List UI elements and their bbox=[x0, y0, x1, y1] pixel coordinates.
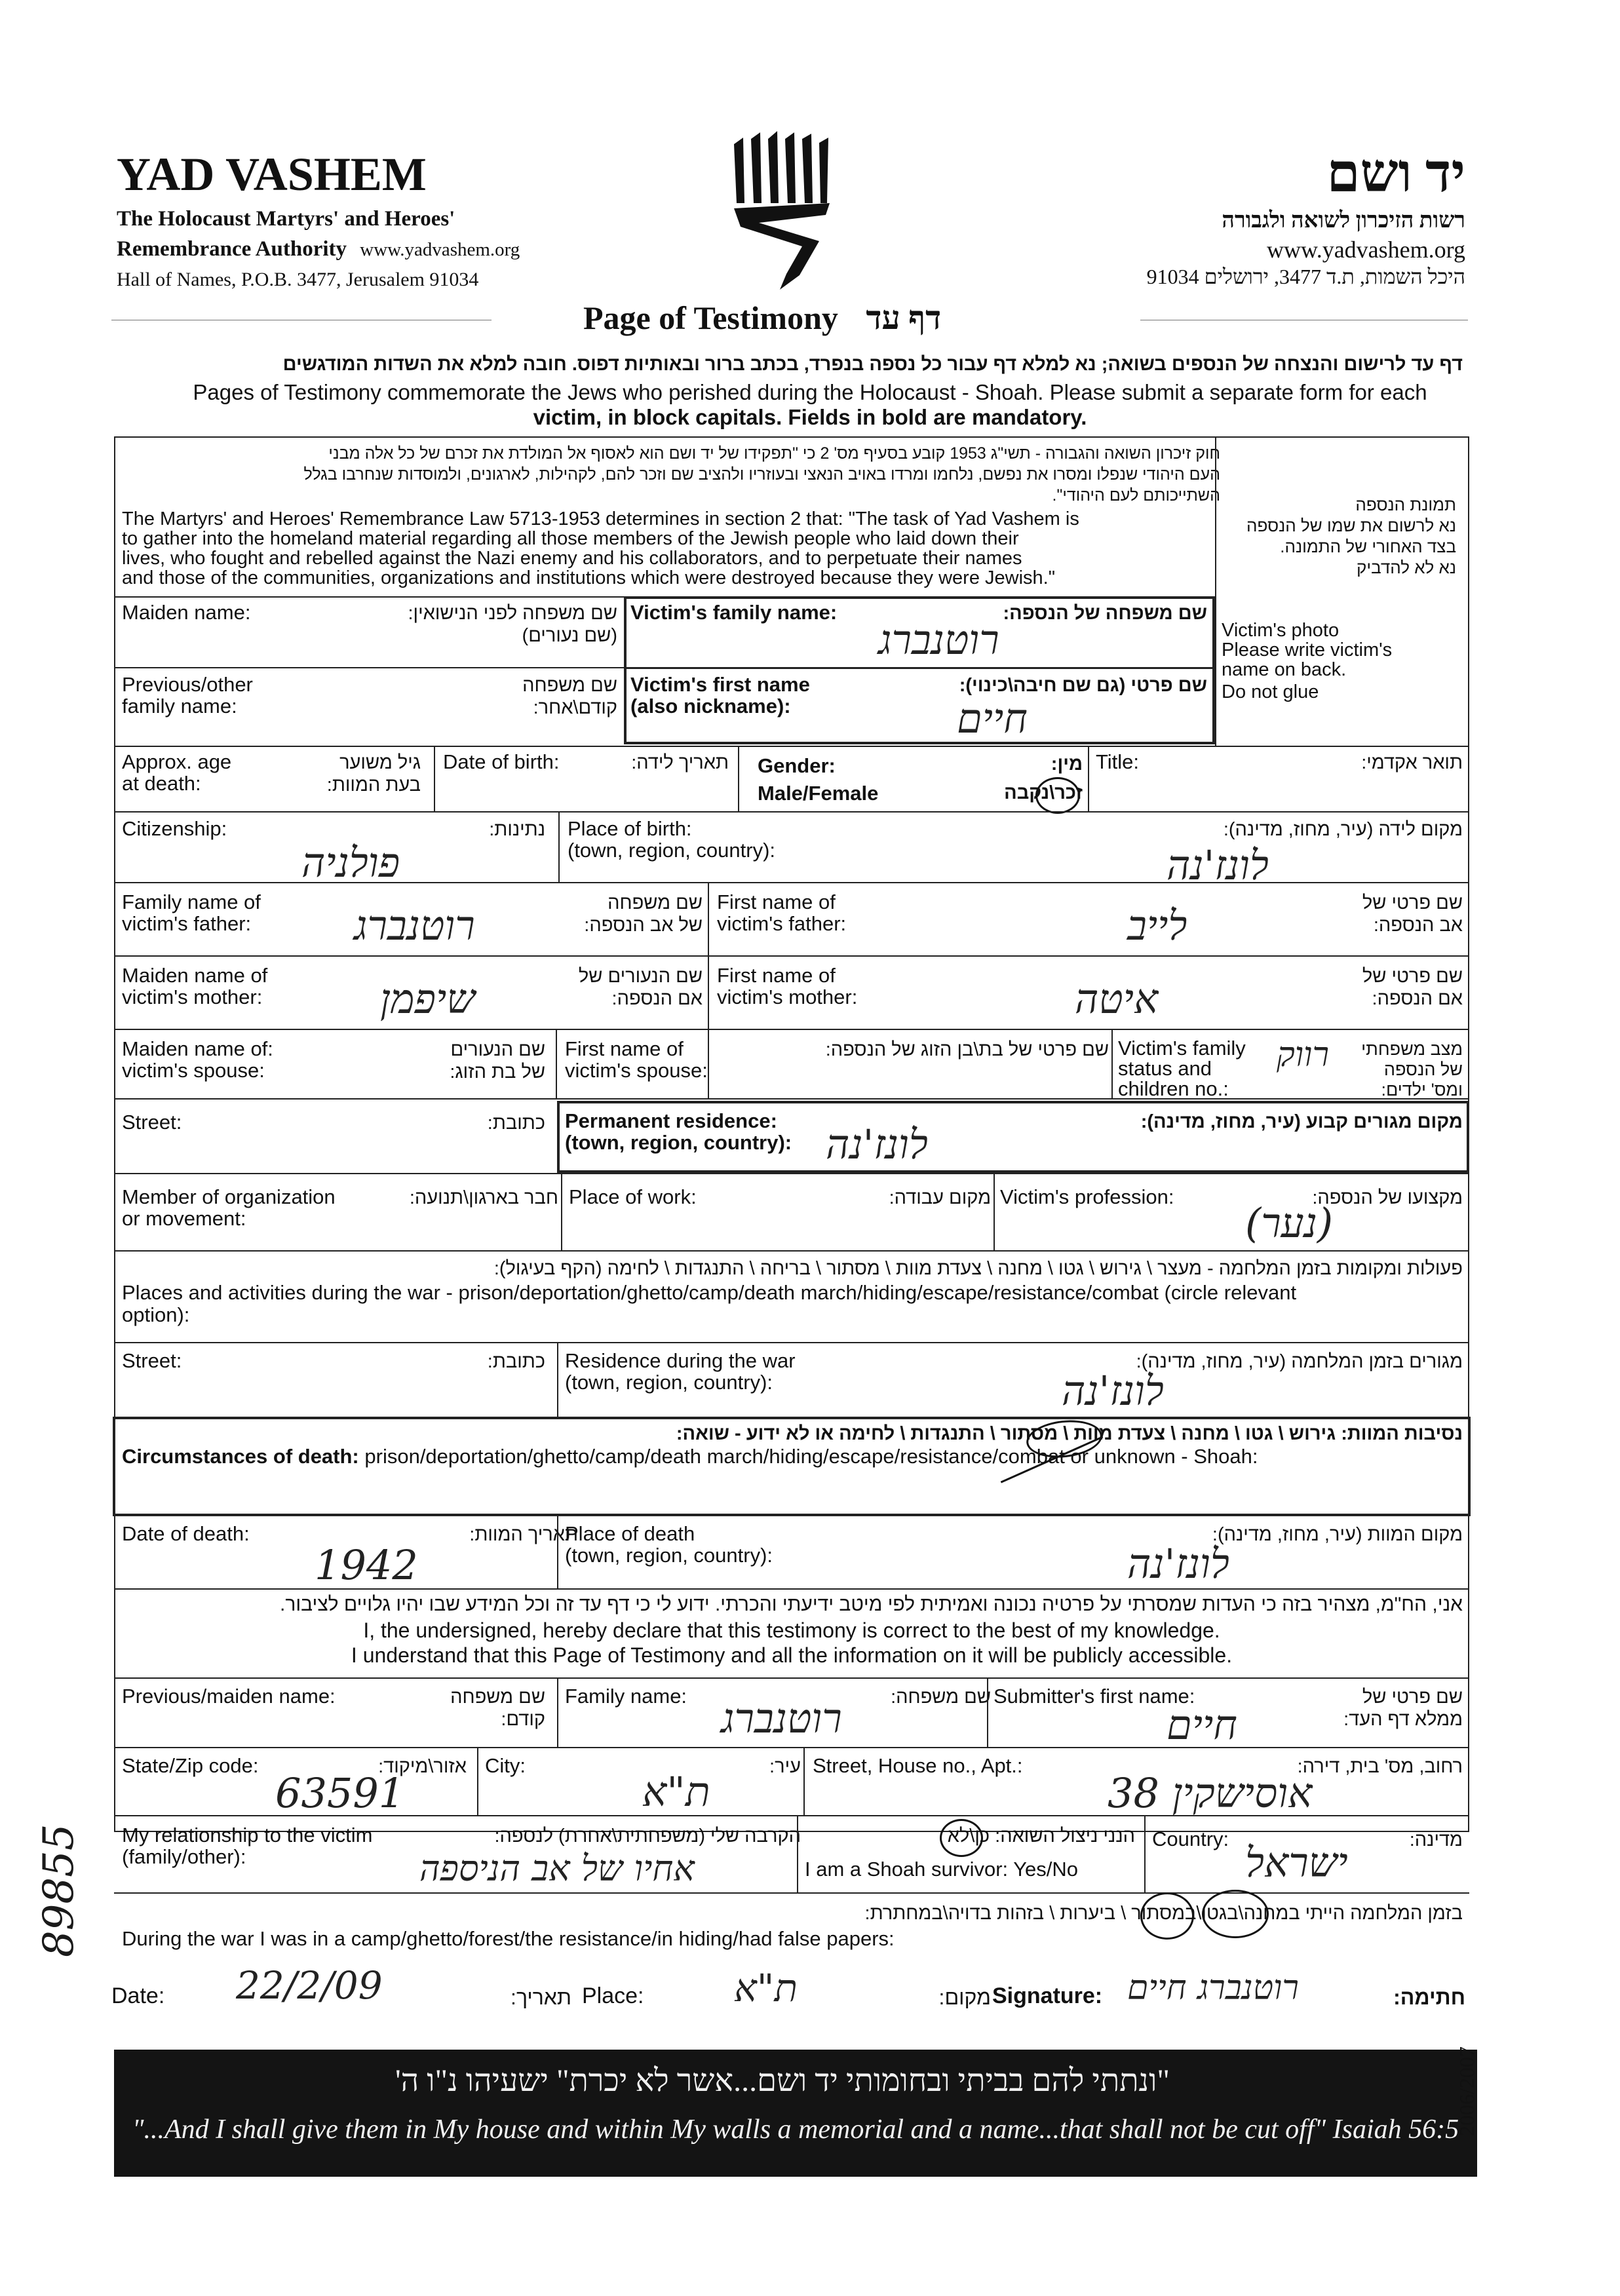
submitter-first-label: Submitter's first name: bbox=[993, 1685, 1195, 1708]
mother-maiden-label-2: victim's mother: bbox=[122, 985, 263, 1008]
organization-label-1: Member of organization bbox=[122, 1185, 336, 1208]
prev-name-label-1: Previous/other bbox=[122, 673, 253, 696]
col-org-work bbox=[561, 1173, 562, 1250]
spouse-maiden-label-he-2: של בת הזוג: bbox=[450, 1062, 545, 1082]
photo-he-3: בצד האחורי של התמונה. bbox=[1280, 537, 1456, 556]
dob-label-he: תאריך לידה: bbox=[631, 752, 729, 773]
org-name-en: YAD VASHEM bbox=[117, 148, 427, 201]
camp-circle-mark-1 bbox=[1140, 1892, 1194, 1940]
spouse-maiden-label bbox=[122, 1038, 273, 1081]
gender-label-he-1: מין: bbox=[1051, 754, 1083, 775]
mother-first-label-1: First name of bbox=[717, 964, 836, 987]
relationship-label-2: (family/other): bbox=[122, 1845, 246, 1868]
age-label-1: Approx. age bbox=[122, 750, 232, 773]
row-line-7 bbox=[114, 1029, 1469, 1030]
dob-label: Date of birth: bbox=[443, 750, 560, 773]
col-rel bbox=[797, 1815, 798, 1892]
permanent-res-label-2: (town, region, country): bbox=[565, 1131, 792, 1154]
gender-circle-mark bbox=[1035, 777, 1080, 814]
signature-label-he: חתימה: bbox=[1393, 1985, 1465, 2009]
row-line-13 bbox=[114, 1677, 1469, 1679]
country-label: Country: bbox=[1152, 1827, 1229, 1850]
mother-maiden-label-he-2: אם הנספה: bbox=[611, 988, 703, 1009]
photo-he-1: תמונת הנספה bbox=[1355, 495, 1456, 514]
death-date-label: Date of death: bbox=[122, 1522, 250, 1545]
spouse-first-label-he: שם פרטי של בת\בן הזוג של הנספה: bbox=[825, 1039, 1109, 1060]
col-survivor bbox=[1144, 1815, 1146, 1892]
submitter-prev-label-he-2: קודם: bbox=[501, 1709, 545, 1730]
citizenship-value[interactable]: פולניה bbox=[301, 839, 400, 887]
footer-quote-he: "ונתתי להם בביתי ובחומותי יד ושם...אשר לא יכרת" ישעיהו נ"ו ה' bbox=[395, 2063, 1170, 2098]
father-first-label-1: First name of bbox=[717, 890, 836, 913]
law-en-3: lives, who fought and rebelled against the Nazi enemy and his collaborators, and to perpetuate their names bbox=[122, 548, 1022, 569]
submitter-family-label: Family name: bbox=[565, 1685, 687, 1708]
family-status-label-he-3: ומס' ילדים: bbox=[1381, 1080, 1463, 1100]
age-label-he-2: בעת המוות: bbox=[326, 775, 421, 795]
activities-label-1: Places and activities during the war - prison/deportation/ghetto/camp/death march/hiding/escape/resistance/combat (circle relevant bbox=[122, 1281, 1297, 1304]
father-family-label-he-1: שם משפחה bbox=[608, 892, 703, 913]
declaration-en-1: I, the undersigned, hereby declare that this testimony is correct to the best of my knowledge. bbox=[363, 1618, 1220, 1642]
mother-first-label-he-1: שם פרטי של bbox=[1362, 966, 1463, 987]
street-label-he: כתובת: bbox=[487, 1113, 545, 1134]
profession-label: Victim's profession: bbox=[1000, 1185, 1174, 1208]
street2-label: Street: bbox=[122, 1349, 182, 1372]
mother-maiden-label bbox=[122, 965, 267, 1008]
website-he: www.yadvashem.org bbox=[1267, 237, 1465, 263]
work-label-he: מקום עבודה: bbox=[889, 1187, 991, 1208]
circumstances-label-bold: Circumstances of death: bbox=[122, 1445, 359, 1468]
date-value[interactable]: 22/2/09 bbox=[236, 1963, 383, 2008]
street-address-label: Street, House no., Apt.: bbox=[813, 1754, 1023, 1777]
citizenship-label-he: נתינות: bbox=[489, 819, 545, 840]
relationship-value[interactable]: אחיו של אב הניספה bbox=[419, 1848, 695, 1889]
law-en-1: The Martyrs' and Heroes' Remembrance Law 5713-1953 determines in section 2 that: "The task of Yad Vashem is bbox=[122, 508, 1079, 529]
col-dob-gender bbox=[738, 746, 739, 811]
page-title bbox=[583, 299, 941, 337]
war-res-label-he: מגורים בזמן המלחמה (עיר, מחוז, מדינה): bbox=[1136, 1351, 1463, 1372]
row-line-14 bbox=[114, 1747, 1469, 1748]
address-he: היכל השמות, ת.ד 3477, ירושלים 91034 bbox=[1146, 265, 1465, 288]
submitter-first-label-he-2: ממלא דף העד: bbox=[1343, 1709, 1463, 1730]
circumstances-label-options: prison/deportation/ghetto/camp/death march/hiding/escape/resistance/combat or unknown - Shoah: bbox=[364, 1445, 1258, 1468]
father-first-label bbox=[717, 891, 846, 934]
country-label-he: מדינה: bbox=[1409, 1829, 1463, 1850]
pob-value[interactable]: לונז'נה bbox=[1167, 841, 1269, 889]
father-first-label-he-1: שם פרטי של bbox=[1362, 892, 1463, 913]
family-status-label-1: Victim's family bbox=[1118, 1037, 1246, 1060]
gender-label-2: Male/Female bbox=[758, 782, 879, 805]
organization-label-2: or movement: bbox=[122, 1207, 246, 1230]
death-place-label bbox=[565, 1523, 773, 1566]
survivor-label-he: הנני ניצול השואה: כן\לא bbox=[947, 1826, 1135, 1846]
maiden-name-label: Maiden name: bbox=[122, 601, 251, 624]
family-status-value[interactable]: רווק bbox=[1277, 1035, 1329, 1075]
mother-first-label bbox=[717, 965, 857, 1008]
street-address-label-he: רחוב, מס' בית, דירה: bbox=[1297, 1756, 1463, 1777]
survivor-label: I am a Shoah survivor: Yes/No bbox=[805, 1858, 1079, 1881]
relationship-label bbox=[122, 1824, 372, 1867]
family-name-label-he: שם משפחה של הנספה: bbox=[1003, 603, 1207, 624]
mother-maiden-label-1: Maiden name of bbox=[122, 964, 268, 987]
date-label: Date: bbox=[111, 1983, 165, 2008]
war-res-value[interactable]: לונז'נה bbox=[1062, 1367, 1164, 1415]
permanent-res-label-1: Permanent residence: bbox=[565, 1109, 777, 1132]
form-year: 2006/2007 bbox=[1455, 2046, 1478, 2136]
col-city bbox=[803, 1747, 805, 1815]
photo-en-2: Please write victim's bbox=[1222, 640, 1393, 660]
father-first-label-he-2: אב הנספה: bbox=[1373, 915, 1463, 936]
first-name-label bbox=[630, 674, 810, 717]
row-line-4 bbox=[114, 811, 1469, 813]
profession-label-he: מקצועו של הנספה: bbox=[1312, 1187, 1463, 1208]
col-cit-pob bbox=[558, 811, 560, 882]
street-label: Street: bbox=[122, 1111, 182, 1134]
permanent-res-label-he: מקום מגורים קבוע (עיר, מחוז, מדינה): bbox=[1140, 1111, 1463, 1132]
mother-first-label-he-2: אם הנספה: bbox=[1372, 988, 1463, 1009]
camp-label: During the war I was in a camp/ghetto/forest/the resistance/in hiding/had false papers: bbox=[122, 1927, 895, 1950]
signature-label: Signature: bbox=[992, 1983, 1103, 2008]
organization-label-he: חבר בארגון\תנועה: bbox=[409, 1187, 558, 1208]
submitter-prev-label-he-1: שם משפחה bbox=[450, 1687, 545, 1708]
law-en-2: to gather into the homeland material regarding all those members of the Jewish people who laid down their bbox=[122, 528, 1019, 549]
col-family-status bbox=[1111, 1029, 1113, 1098]
permanent-res-label bbox=[565, 1110, 792, 1153]
camp-label-he: בזמן המלחמה הייתי במחנה\בגטו\במסתור \ ביערות \ בזהות בדויה\במחתרת: bbox=[864, 1903, 1463, 1924]
col-father bbox=[708, 882, 709, 1098]
profession-value[interactable]: (נער) bbox=[1245, 1199, 1334, 1247]
address-en: Hall of Names, P.O.B. 3477, Jerusalem 91034 bbox=[117, 269, 479, 290]
work-label: Place of work: bbox=[569, 1185, 697, 1208]
survivor-circle-mark bbox=[940, 1819, 983, 1857]
row-line-9 bbox=[114, 1173, 1469, 1174]
father-family-label-1: Family name of bbox=[122, 890, 261, 913]
family-status-label-he-2: של הנספה bbox=[1383, 1060, 1463, 1079]
age-label-he-1: גיל משוער bbox=[339, 752, 421, 773]
war-res-label-1: Residence during the war bbox=[565, 1349, 796, 1372]
father-family-label bbox=[122, 891, 261, 934]
country-value[interactable]: ישראל bbox=[1245, 1839, 1348, 1886]
margin-number: 89855 bbox=[35, 1824, 83, 1957]
spouse-first-label-2: victim's spouse: bbox=[565, 1059, 708, 1082]
street2-label-he: כתובת: bbox=[487, 1351, 545, 1372]
mother-maiden-value[interactable]: שיפמן bbox=[380, 975, 476, 1023]
col-sub-2 bbox=[987, 1677, 988, 1747]
family-name-label: Victim's family name: bbox=[630, 601, 838, 624]
row-line-6 bbox=[114, 955, 1469, 957]
family-status-label bbox=[1118, 1038, 1246, 1099]
submitter-family-value[interactable]: רוטנברג bbox=[721, 1694, 842, 1742]
authority-line-1: The Holocaust Martyrs' and Heroes' bbox=[117, 207, 455, 231]
submitter-first-label-he-1: שם פרטי של bbox=[1362, 1687, 1463, 1708]
father-family-value[interactable]: רוטנברג bbox=[354, 902, 475, 949]
gender-label-1: Gender: bbox=[758, 754, 836, 777]
family-name-value[interactable]: רוטנברג bbox=[878, 616, 999, 664]
signature-value[interactable]: רוטנברג חיים bbox=[1127, 1968, 1299, 2008]
city-label-he: עיר: bbox=[769, 1756, 801, 1777]
footer-quote-en: "...And I shall give them in My house and within My walls a memorial and a name...that shall not be cut off" Isaiah 56:5 bbox=[132, 2114, 1459, 2145]
family-status-label-2: status and bbox=[1118, 1057, 1212, 1080]
father-family-label-2: victim's father: bbox=[122, 912, 252, 935]
age-label-2: at death: bbox=[122, 772, 201, 795]
photo-en-4: Do not glue bbox=[1222, 681, 1319, 702]
law-he-2: העם היהודי שנפלו ומסרו את נפשם, נלחמו ומרדו באויב הנאצי ובעוזריו ולהציב שם וזכר להם, לקהילות, לארגונים, ולמוסדות שנחרבו בגלל bbox=[303, 465, 1220, 484]
circumstances-label-he: נסיבות המוות: גירוש \ גטו \ מחנה \ צעדת מוות \ מסתור \ התנגדות \ לחימה או לא ידוע - שואה: bbox=[676, 1423, 1463, 1444]
death-date-label-he: תאריך המוות: bbox=[469, 1524, 578, 1545]
yad-vashem-logo-icon bbox=[721, 124, 845, 295]
photo-divider bbox=[1215, 436, 1216, 746]
row-line-2 bbox=[114, 667, 624, 668]
submitter-prev-label: Previous/maiden name: bbox=[122, 1685, 336, 1708]
authority-name: Remembrance Authority bbox=[117, 237, 347, 261]
spouse-first-label bbox=[565, 1038, 708, 1081]
organization-label bbox=[122, 1186, 336, 1229]
family-status-label-he-1: מצב משפחתי bbox=[1361, 1039, 1463, 1059]
date-label-he: תאריך: bbox=[511, 1985, 571, 2009]
row-line-12 bbox=[114, 1588, 1469, 1590]
gender-label-he-2: זכר\נקבה bbox=[1004, 782, 1083, 803]
mother-first-value[interactable]: איטה bbox=[1075, 975, 1159, 1023]
father-first-label-2: victim's father: bbox=[717, 912, 847, 935]
pob-label bbox=[568, 818, 775, 861]
gender-label bbox=[758, 752, 878, 807]
submitter-first-value[interactable]: חיים bbox=[1167, 1701, 1237, 1749]
declaration-he: אני, הח"מ, מצהיר בזה כי העדות שמסרתי על פרטיה נכונה ואמיתית לפי מיטב ידיעתי והכרתי. ידוע לי כי דף עד זה וכל המידע שבו יהיו גלויים לציבור. bbox=[280, 1594, 1463, 1615]
website-en: www.yadvashem.org bbox=[360, 239, 520, 260]
maiden-name-label-he-2: (שם נעורים) bbox=[522, 625, 617, 646]
maiden-name-label-he: שם משפחה לפני הנישואין: bbox=[408, 603, 617, 624]
zip-label-he: אזור\מיקוד: bbox=[378, 1756, 467, 1777]
pob-label-1: Place of birth: bbox=[568, 817, 692, 840]
spouse-first-label-1: First name of bbox=[565, 1037, 684, 1060]
zip-value[interactable]: 63591 bbox=[275, 1769, 405, 1817]
col-death bbox=[557, 1516, 558, 1588]
father-first-value[interactable]: לייב bbox=[1127, 902, 1187, 949]
first-name-value[interactable]: חיים bbox=[957, 695, 1028, 742]
page-title-en: Page of Testimony bbox=[583, 299, 838, 336]
permanent-res-value[interactable]: לונז'נה bbox=[826, 1120, 928, 1168]
prev-name-label-he-2: קודם\אחר: bbox=[533, 697, 617, 718]
prev-name-label-he-1: שם משפחה bbox=[522, 675, 617, 696]
law-he-3: השתייכותם לעם היהודי". bbox=[1052, 486, 1220, 505]
mother-maiden-label-he-1: שם הנעורים של bbox=[578, 966, 703, 987]
death-place-label-he: מקום המוות (עיר, מחוז, מדינה): bbox=[1212, 1524, 1463, 1545]
zip-label: State/Zip code: bbox=[122, 1754, 259, 1777]
spouse-maiden-label-1: Maiden name of: bbox=[122, 1037, 273, 1060]
col-age-dob bbox=[434, 746, 435, 811]
row-line-11 bbox=[114, 1342, 1469, 1343]
war-res-label-2: (town, region, country): bbox=[565, 1371, 773, 1394]
declaration-en-2: I understand that this Page of Testimony and all the information on it will be publicly accessible. bbox=[351, 1643, 1233, 1667]
family-status-label-3: children no.: bbox=[1118, 1077, 1229, 1100]
place-label: Place: bbox=[582, 1983, 644, 2008]
first-name-label-2: (also nickname): bbox=[630, 695, 791, 718]
death-place-value[interactable]: לונז'נה bbox=[1127, 1540, 1229, 1588]
camp-circle-mark-2 bbox=[1202, 1890, 1269, 1938]
photo-en-1: Victim's photo bbox=[1222, 620, 1340, 641]
photo-he-4: נא לא להדביק bbox=[1356, 558, 1456, 577]
war-res-label bbox=[565, 1350, 796, 1393]
death-date-value[interactable]: 1942 bbox=[315, 1541, 418, 1589]
spouse-maiden-label-2: victim's spouse: bbox=[122, 1059, 265, 1082]
age-label bbox=[122, 751, 231, 794]
row-line-3 bbox=[114, 746, 1469, 747]
first-name-label-1: Victim's first name bbox=[630, 673, 810, 696]
col-street2 bbox=[557, 1342, 558, 1417]
row-line-16 bbox=[114, 1892, 1469, 1894]
relationship-label-he: הקרבה שלי (משפחתית\אחרת) לנספה: bbox=[494, 1826, 801, 1846]
col-zip bbox=[477, 1747, 478, 1815]
intro-en-1: Pages of Testimony commemorate the Jews who perished during the Holocaust - Shoah. Please submit a separate form for each bbox=[193, 380, 1427, 404]
intro-he: דף עד לרישום והנצחה של הנספים בשואה; נא למלא דף עבור כל נספה בנפרד, בכתב ברור ובאותיות דפוס. חובה למלא את השדות המודגשים bbox=[282, 354, 1463, 375]
photo-he-2: נא לרשום את שמו של הנספה bbox=[1246, 516, 1456, 535]
prev-name-label bbox=[122, 674, 253, 717]
place-label-he: מקום: bbox=[938, 1985, 991, 2009]
title-label-he: תואר אקדמי: bbox=[1361, 752, 1463, 773]
victim-name-box-divider bbox=[624, 667, 1215, 669]
intro-en-2: victim, in block capitals. Fields in bold are mandatory. bbox=[533, 405, 1087, 429]
father-family-label-he-2: של אב הנספה: bbox=[584, 915, 703, 936]
relationship-label-1: My relationship to the victim bbox=[122, 1824, 373, 1846]
pob-label-he: מקום לידה (עיר, מחוז, מדינה): bbox=[1223, 819, 1463, 840]
title-label: Title: bbox=[1096, 750, 1140, 773]
authority-line-2 bbox=[117, 237, 520, 261]
city-value[interactable]: ת"א bbox=[642, 1768, 710, 1816]
death-place-label-1: Place of death bbox=[565, 1522, 695, 1545]
col-work-prof bbox=[993, 1173, 995, 1250]
authority-he: רשות הזיכרון לשואה ולגבורה bbox=[1222, 208, 1465, 233]
activities-label-he: פעולות ומקומות בזמן המלחמה - מעצר \ גירוש \ גטו \ מחנה \ צעדת מוות \ מסתור \ בריחה \ התנגדות \ לחימה (הקף בעיגול): bbox=[493, 1258, 1463, 1279]
first-name-label-he: שם פרטי (גם שם חיבה\כינוי): bbox=[959, 675, 1207, 696]
death-place-label-2: (town, region, country): bbox=[565, 1544, 773, 1567]
org-name-he: יד ושם bbox=[1326, 144, 1465, 203]
col-spouse bbox=[556, 1029, 557, 1098]
law-en-4: and those of the communities, organizations and institutions which were destroyed because they were Jewish." bbox=[122, 567, 1056, 588]
spouse-maiden-label-he-1: שם הנעורים bbox=[450, 1039, 545, 1060]
citizenship-label: Citizenship: bbox=[122, 817, 227, 840]
row-line-10 bbox=[114, 1250, 1469, 1252]
page-title-he: דף עד bbox=[866, 299, 942, 336]
mother-first-label-2: victim's mother: bbox=[717, 985, 858, 1008]
law-he-1: חוק זיכרון השואה והגבורה - תשי"ג 1953 קובע בסעיף מס' 2 כי "תפקידו של יד ושם הוא לאסוף אל המולדת את זכרם של כל אלה מבני bbox=[328, 444, 1220, 463]
submitter-family-label-he: שם משפחה: bbox=[891, 1687, 991, 1708]
photo-en-3: name on back. bbox=[1222, 659, 1347, 680]
row-line-8 bbox=[114, 1098, 1469, 1100]
row-line-5 bbox=[114, 882, 1469, 883]
col-gender-title bbox=[1088, 746, 1089, 811]
prev-name-label-2: family name: bbox=[122, 695, 237, 718]
activities-label-2: option): bbox=[122, 1303, 190, 1326]
pob-label-2: (town, region, country): bbox=[568, 839, 776, 862]
place-value[interactable]: ת"א bbox=[734, 1966, 798, 2010]
city-label: City: bbox=[485, 1754, 526, 1777]
street-address-value[interactable]: אוסישקין 38 bbox=[1108, 1769, 1313, 1817]
col-sub-1 bbox=[557, 1677, 558, 1747]
row-line-15 bbox=[114, 1815, 1469, 1816]
